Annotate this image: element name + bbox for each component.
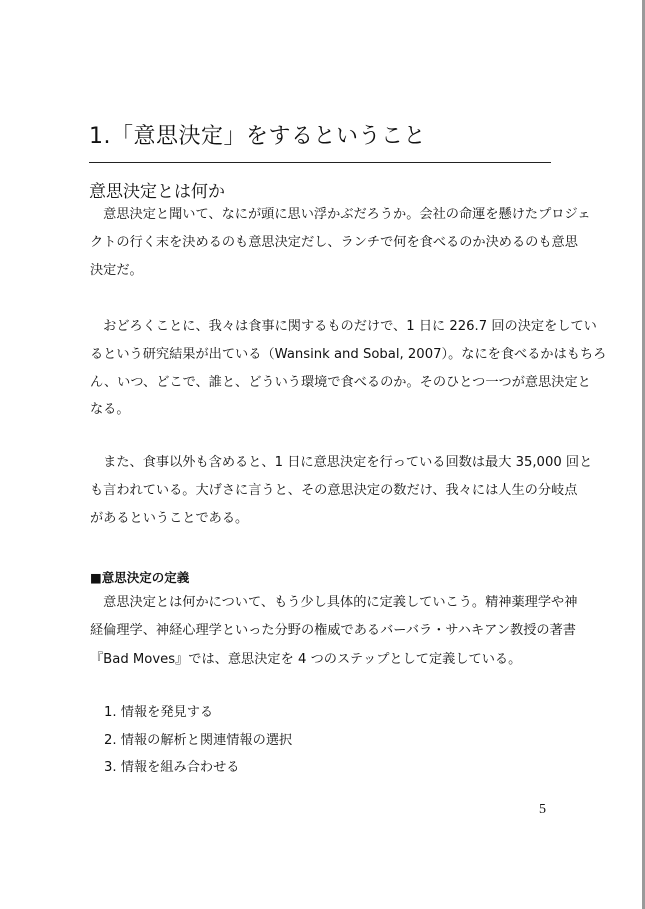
paragraph-line: また、食事以外も含めると、1 日に意思決定を行っている回数は最大 35,000 回と (90, 455, 593, 470)
step-list-item: 2. 情報の解析と関連情報の選択 (104, 733, 293, 748)
chapter-title: 1.「意思決定」をするということ (89, 124, 426, 149)
paragraph-line: クトの行く末を決めるのも意思決定だし、ランチで何を食べるのか決めるのも意思 (90, 235, 578, 250)
paragraph-line: があるということである。 (90, 511, 249, 526)
step-list-item: 1. 情報を発見する (104, 705, 214, 720)
paragraph-line: 経倫理学、神経心理学といった分野の権威であるバーバラ・サハキアン教授の著書 (90, 623, 576, 638)
page-number: 5 (539, 802, 546, 817)
paragraph-line: なる。 (90, 402, 130, 417)
paragraph-line: 意思決定と聞いて、なにが頭に思い浮かぶだろうか。会社の命運を懸けたプロジェ (90, 207, 591, 222)
paragraph-line: 意思決定とは何かについて、もう少し具体的に定義していこう。精神薬理学や神 (90, 595, 578, 610)
paragraph-line: 決定だ。 (90, 263, 143, 278)
step-list-item: 3. 情報を組み合わせる (104, 760, 240, 775)
paragraph-line: ん、いつ、どこで、誰と、どういう環境で食べるのか。そのひとつ一つが意思決定と (90, 375, 591, 390)
section-title: 意思決定とは何か (89, 182, 225, 202)
paragraph-line: も言われている。大げさに言うと、その意思決定の数だけ、我々には人生の分岐点 (90, 483, 578, 498)
subsection-title: ■意思決定の定義 (90, 570, 190, 585)
paragraph-line: おどろくことに、我々は食事に関するものだけで、1 日に 226.7 回の決定をしてい (90, 319, 597, 334)
paragraph-line: るという研究結果が出ている（Wansink and Sobal, 2007）。なにを食べるかはもちろ (90, 347, 607, 362)
title-divider (89, 162, 551, 163)
paragraph-line: 『Bad Moves』では、意思決定を 4 つのステップとして定義している。 (90, 652, 522, 667)
